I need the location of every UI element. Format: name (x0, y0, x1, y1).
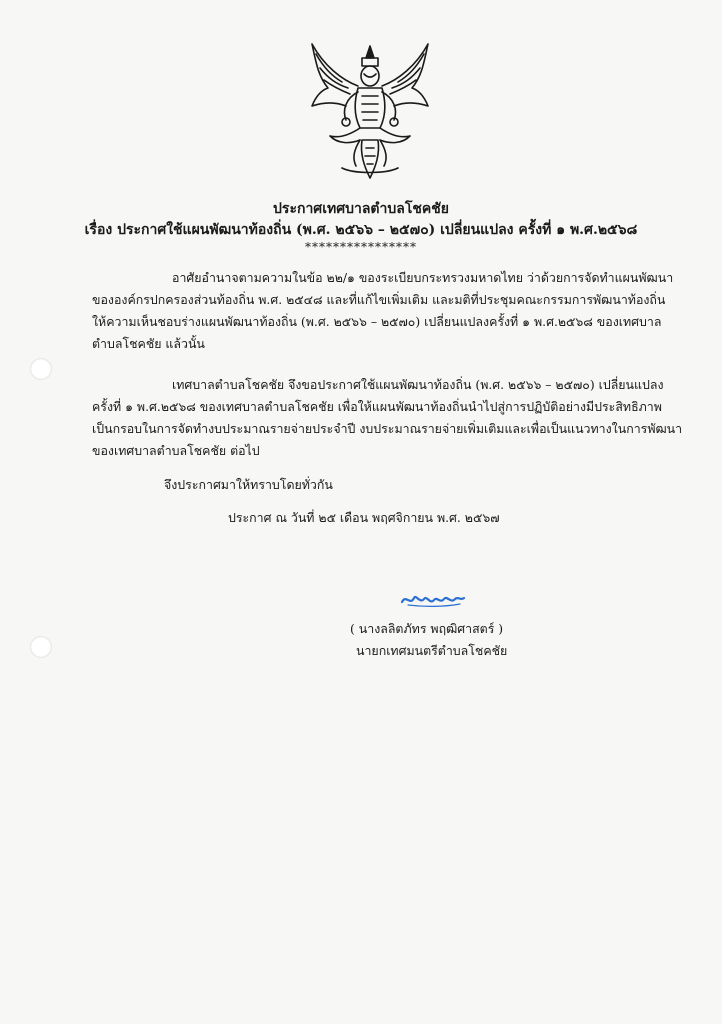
paragraph-2-line: ครั้งที่ ๑ พ.ศ.๒๕๖๘ ของเทศบาลตำบลโชคชัย เพื่อให้แผนพัฒนาท้องถิ่นนำไปสู่การปฏิบัติอย่างมีประสิทธิภาพ (92, 399, 662, 414)
paragraph-1-line: ตำบลโชคชัย แล้วนั้น (92, 336, 205, 351)
announcement-date: ประกาศ ณ วันที่ ๒๕ เดือน พฤศจิกายน พ.ศ. ๒๕๖๗ (228, 510, 500, 525)
paragraph-2-line: เป็นกรอบในการจัดทำงบประมาณรายจ่ายประจำปี งบประมาณรายจ่ายเพิ่มเติมและเพื่อเป็นแนวทางในการพัฒนา (92, 421, 683, 436)
document-subject: เรื่อง ประกาศใช้แผนพัฒนาท้องถิ่น (พ.ศ. ๒๕๖๖ – ๒๕๗๐) เปลี่ยนแปลง ครั้งที่ ๑ พ.ศ.๒๕๖๘ (84, 222, 638, 238)
paragraph-1-line: อาศัยอำนาจตามความในข้อ ๒๒/๑ ของระเบียบกระทรวงมหาดไทย ว่าด้วยการจัดทำแผนพัฒนา (172, 270, 674, 285)
document-title: ประกาศเทศบาลตำบลโชคชัย (273, 201, 449, 217)
paragraph-1-line: ขององค์กรปกครองส่วนท้องถิ่น พ.ศ. ๒๕๔๘ และที่แก้ไขเพิ่มเติม และมติที่ประชุมคณะกรรมการพัฒนาท้องถิ่น (92, 292, 666, 307)
signer-name: ( นางลลิตภัทร พฤฒิศาสตร์ ) (350, 621, 504, 636)
garuda-emblem-icon (302, 40, 438, 182)
paragraph-1-line: ให้ความเห็นชอบร่างแผนพัฒนาท้องถิ่น (พ.ศ. ๒๕๖๖ – ๒๕๗๐) เปลี่ยนแปลงครั้งที่ ๑ พ.ศ.๒๕๖๘ ของเทศบาล (92, 314, 662, 329)
paragraph-2-line: เทศบาลตำบลโชคชัย จึงขอประกาศใช้แผนพัฒนาท้องถิ่น (พ.ศ. ๒๕๖๖ – ๒๕๗๐) เปลี่ยนแปลง (172, 377, 664, 392)
signature-scribble-icon (400, 590, 466, 610)
closing-statement: จึงประกาศมาให้ทราบโดยทั่วกัน (164, 477, 333, 492)
paragraph-2-line: ของเทศบาลตำบลโชคชัย ต่อไป (92, 443, 260, 458)
punch-hole (30, 358, 52, 380)
punch-hole (30, 636, 52, 658)
signer-position: นายกเทศมนตรีตำบลโชคชัย (356, 643, 508, 658)
title-separator: **************** (305, 240, 417, 254)
